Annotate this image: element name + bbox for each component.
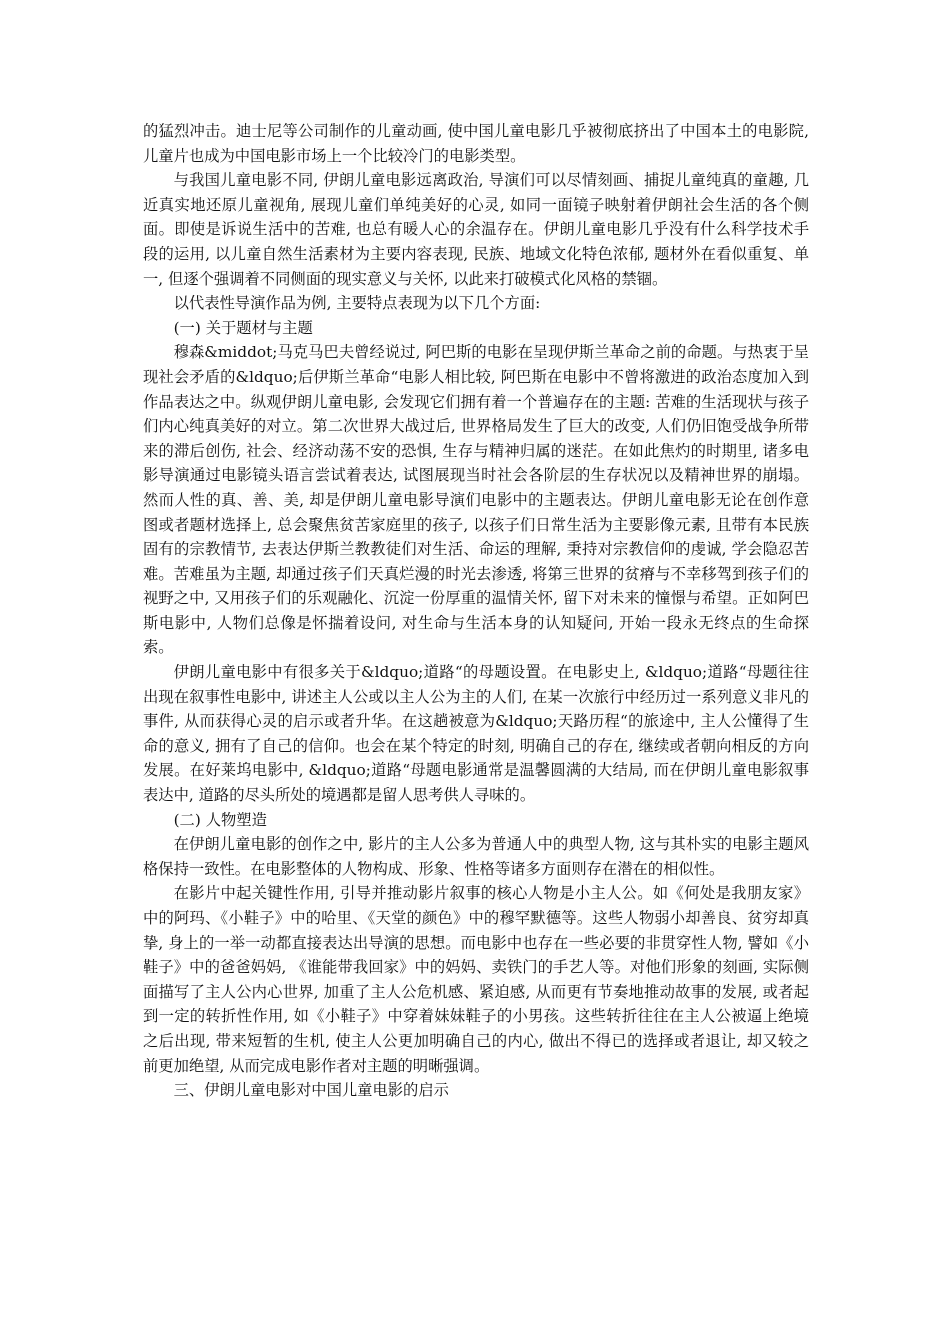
paragraph-iran-vs-china: 与我国儿童电影不同, 伊朗儿童电影远离政治, 导演们可以尽情刻画、捕捉儿童纯真的童趣, 几近真实地还原儿童视角, 展现儿童们单纯美好的心灵, 如同一面镜子映射着伊朗社会生活的各个侧面。即使是诉说生活中的苦难, 也总有暖人心的余温存在。伊朗儿童电影几乎没有什么科学技术手段的运用, 以儿童自然生活素材为主要内容表现, 民族、地域文化特色浓郁, 题材外在看似重复、单一, 但逐个强调着不同侧面的现实意义与关怀, 以此来打破模式化风格的禁锢。: [143, 171, 809, 288]
document-page: [143, 119, 809, 1103]
section-heading-characters: (二) 人物塑造: [173, 810, 267, 829]
paragraph-continuation: 的猛烈冲击。迪士尼等公司制作的儿童动画, 使中国儿童电影几乎被彻底挤出了中国本土的电影院, 儿童片也成为中国电影市场上一个比较冷门的电影类型。: [143, 122, 809, 165]
paragraph-intro-features: 以代表性导演作品为例, 主要特点表现为以下几个方面:: [173, 294, 541, 313]
paragraph-road-motif: 伊朗儿童电影中有很多关于&ldquo;道路“的母题设置。在电影史上, &ldquo;道路“母题往往出现在叙事性电影中, 讲述主人公或以主人公为主的人们, 在某一次旅行中经历过一系列意义非凡的事件, 从而获得心灵的启示或者升华。在这趟被意为&ldquo;天路历程“的旅途中, 主人公懂得了生命的意义, 拥有了自己的信仰。也会在某个特定的时刻, 明确自己的存在, 继续或者朝向相反的方向发展。在好莱坞电影中, &ldquo;道路“母题电影通常是温馨圆满的大结局, 而在伊朗儿童电影叙事表达中, 道路的尽头所处的境遇都是留人思考供人寻味的。: [143, 663, 809, 805]
section-heading-inspiration: 三、伊朗儿童电影对中国儿童电影的启示: [173, 1081, 449, 1100]
section-heading-theme: (一) 关于题材与主题: [173, 318, 313, 337]
paragraph-theme: 穆森&middot;马克马巴夫曾经说过, 阿巴斯的电影在呈现伊斯兰革命之前的命题。与热衷于呈现社会矛盾的&ldquo;后伊斯兰革命“电影人相比较, 阿巴斯在电影中不曾将激进的政治态度加入到作品表达之中。纵观伊朗儿童电影, 会发现它们拥有着一个普遍存在的主题: 苦难的生活现状与孩子们内心纯真美好的对立。第二次世界大战过后, 世界格局发生了巨大的改变, 人们仍旧饱受战争所带来的滞后创伤, 社会、经济动荡不安的恐惧, 生存与精神归属的迷茫。在如此焦灼的时期里, 诸多电影导演通过电影镜头语言尝试着表达, 试图展现当时社会各阶层的生存状况以及精神世界的崩塌。然而人性的真、善、美, 却是伊朗儿童电影导演们电影中的主题表达。伊朗儿童电影无论在创作意图或者题材选择上, 总会聚焦贫苦家庭里的孩子, 以孩子们日常生活为主要影像元素, 且带有本民族固有的宗教情节, 去表达伊斯兰教教徒们对生活、命运的理解, 秉持对宗教信仰的虔诚, 学会隐忍苦难。苦难虽为主题, 却通过孩子们天真烂漫的时光去渗透, 将第三世界的贫瘠与不幸移驾到孩子们的视野之中, 又用孩子们的乐观融化、沉淀一份厚重的温情关怀, 留下对未来的憧憬与希望。正如阿巴斯电影中, 人物们总像是怀揣着设问, 对生命与生活本身的认知疑问, 开始一段永无终点的生命探索。: [143, 343, 809, 657]
paragraph-characters-detail: 在影片中起关键性作用, 引导并推动影片叙事的核心人物是小主人公。如《何处是我朋友家》中的阿玛、《小鞋子》中的哈里、《天堂的颜色》中的穆罕默德等。这些人物弱小却善良、贫穷却真挚, 身上的一举一动都直接表达出导演的思想。而电影中也存在一些必要的非贯穿性人物, 譬如《小鞋子》中的爸爸妈妈, 《谁能带我回家》中的妈妈、卖铁门的手艺人等。对他们形象的刻画, 实际侧面描写了主人公内心世界, 加重了主人公危机感、紧迫感, 从而更有节奏地推动故事的发展, 或者起到一定的转折性作用, 如《小鞋子》中穿着妹妹鞋子的小男孩。这些转折往往在主人公被逼上绝境之后出现, 带来短暂的生机, 使主人公更加明确自己的内心, 做出不得已的选择或者退让, 却又较之前更加绝望, 从而完成电影作者对主题的明晰强调。: [143, 884, 809, 1075]
paragraph-characters-intro: 在伊朗儿童电影的创作之中, 影片的主人公多为普通人中的典型人物, 这与其朴实的电影主题风格保持一致性。在电影整体的人物构成、形象、性格等诸多方面则存在潜在的相似性。: [143, 835, 809, 878]
